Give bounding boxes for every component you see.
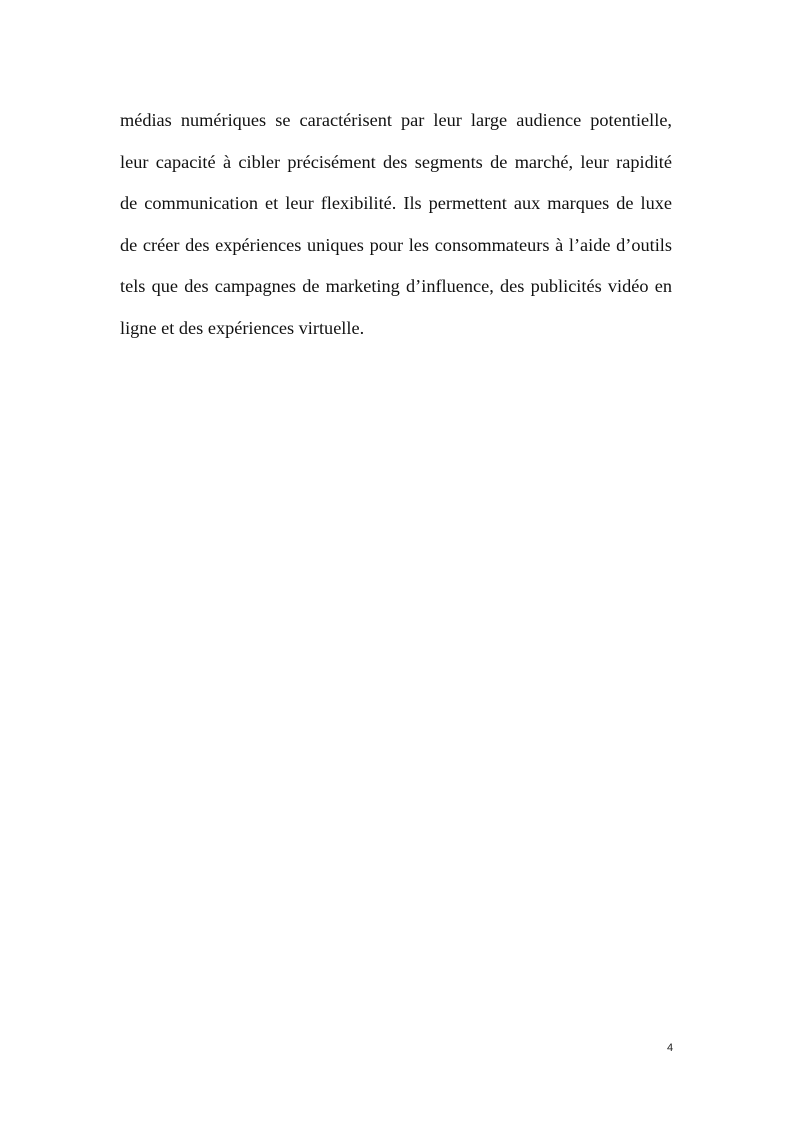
page-number: 4 <box>666 1042 674 1054</box>
paragraph-line: médias numériques se caractérisent par leur large audience potentielle, <box>120 110 672 130</box>
body-paragraph <box>120 100 672 349</box>
paragraph-line: leur capacité à cibler précisément des segments de marché, leur rapidité <box>120 151 672 172</box>
paragraph-line: ligne et des expériences virtuelle. <box>120 317 365 338</box>
paragraph-line: de communication et leur flexibilité. Ils permettent aux marques de luxe <box>120 193 672 213</box>
paragraph-line: tels que des campagnes de marketing d’influence, des publicités vidéo en <box>120 276 672 296</box>
paragraph-line: de créer des expériences uniques pour les consommateurs à l’aide d’outils <box>120 234 672 255</box>
